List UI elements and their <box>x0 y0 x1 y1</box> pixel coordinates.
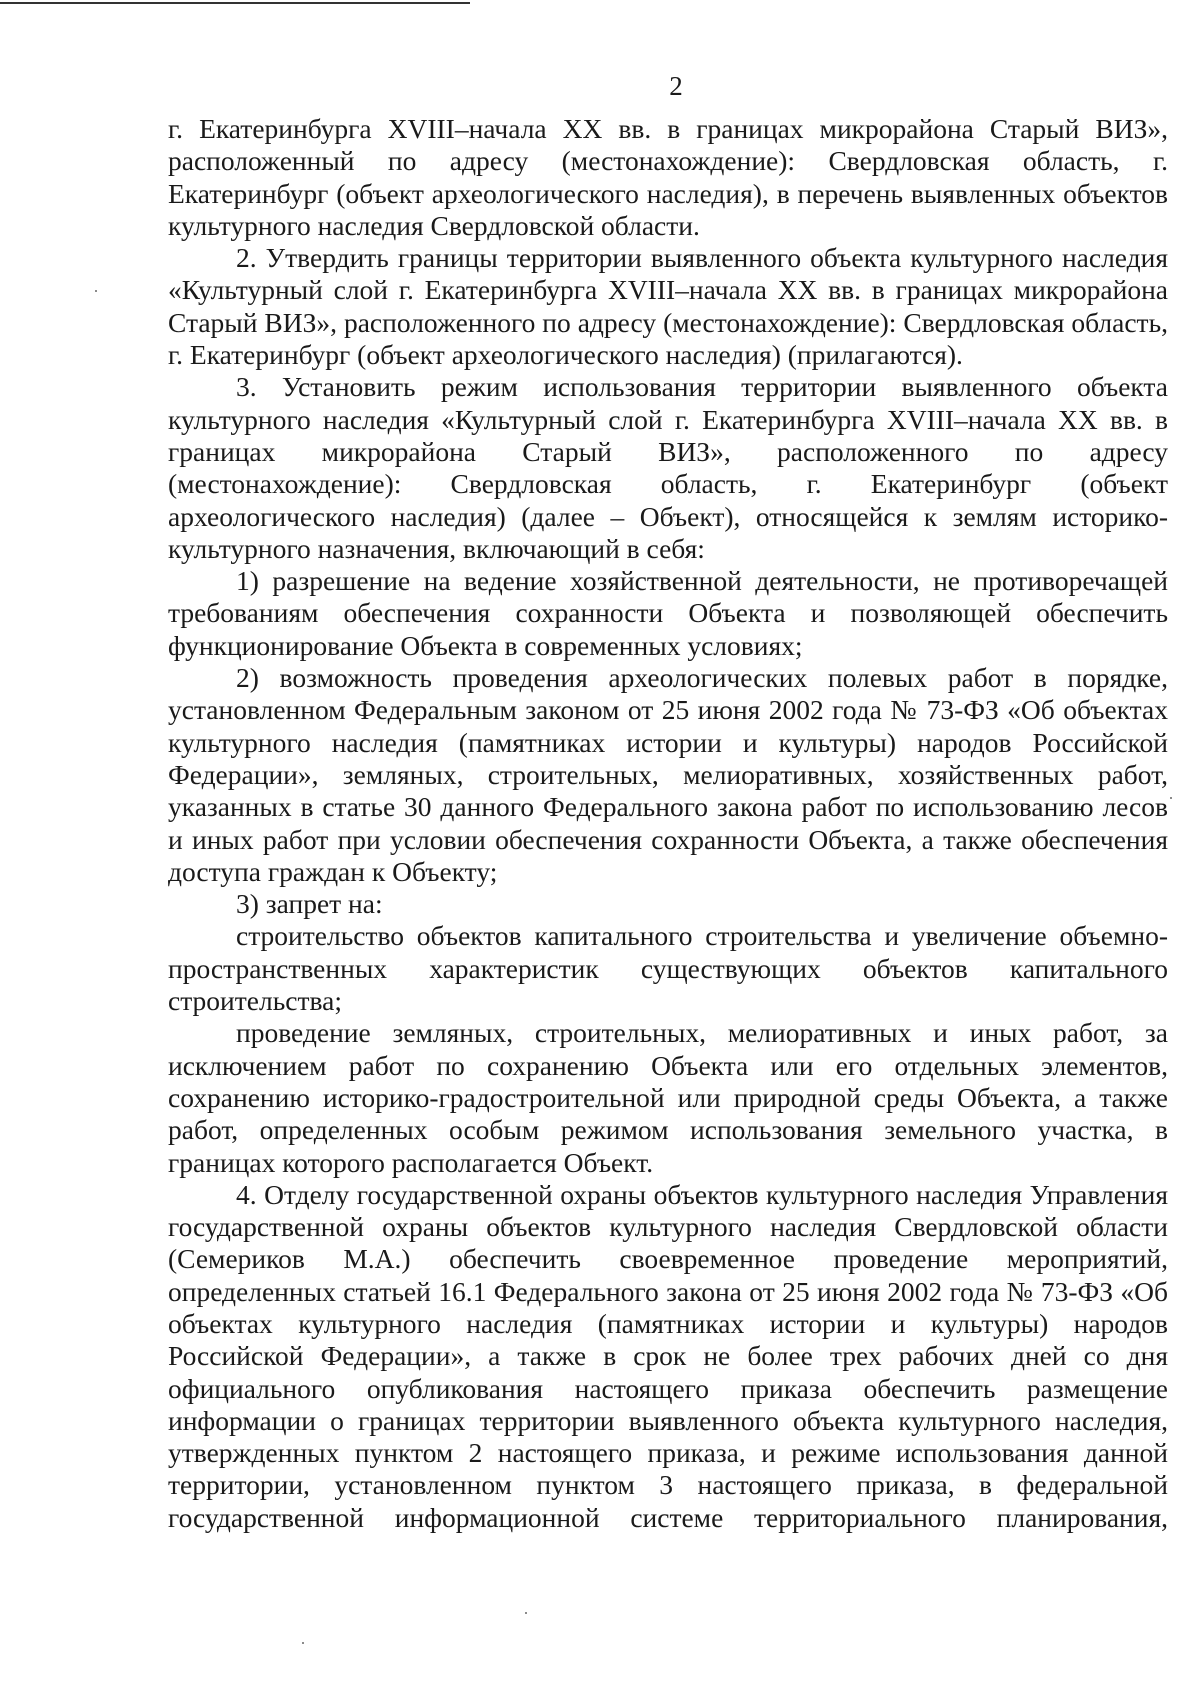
paragraph-subitem-2: 2) возможность проведения археологических полевых работ в порядке, установленном Федеральным законом от 25 июня 2002 года № 73-ФЗ «Об объектах культурного наследия (памятниках истории и культуры) народов Российской Федерации», земляных, строительных, мелиоративных, хозяйственных работ, указанных в статье 30 данного Федерального закона работ по использованию лесов и иных работ при условии обеспечения сохранности Объекта, а также обеспечения доступа граждан к Объекту; <box>168 662 1168 887</box>
paragraph-item-3: 3. Установить режим использования территории выявленного объекта культурного наследия «Культурный слой г. Екатеринбурга XVIII–начала XX вв. в границах микрорайона Старый ВИЗ», расположенного по адресу (местонахождение): Свердловская область, г. Екатеринбург (объект археологического наследия) (далее – Объект), относящейся к землям историко-культурного назначения, включающий в себя: <box>168 371 1168 564</box>
paragraph-continuation: г. Екатеринбурга XVIII–начала XX вв. в границах микрорайона Старый ВИЗ», расположенный по адресу (местонахождение): Свердловская область, г. Екатеринбург (объект археологического наследия), в перечень выявленных объектов культурного наследия Свердловской области. <box>168 113 1168 241</box>
paragraph-subitem-3: 3) запрет на: <box>236 888 383 920</box>
paragraph-item-4: 4. Отделу государственной охраны объектов культурного наследия Управления государственной охраны объектов культурного наследия Свердловской области (Семериков М.А.) обеспечить своевременное проведение мероприятий, определенных статьей 16.1 Федерального закона от 25 июня 2002 года № 73-ФЗ «Об объектах культурного наследия (памятниках истории и культуры) народов Российской Федерации», а также в срок не более трех рабочих дней со дня официального опубликования настоящего приказа обеспечить размещение информации о границах территории выявленного объекта культурного наследия, утвержденных пунктом 2 настоящего приказа, и режиме использования данной территории, установленном пунктом 3 настоящего приказа, в федеральной государственной информационной системе территориального планирования, <box>168 1178 1168 1533</box>
paragraph-prohibition-construction: строительство объектов капитального строительства и увеличение объемно-пространственных характеристик существующих объектов капитального строительства; <box>168 920 1168 1017</box>
paragraph-item-2: 2. Утвердить границы территории выявленного объекта культурного наследия «Культурный слой г. Екатеринбурга XVIII–начала XX вв. в границах микрорайона Старый ВИЗ», расположенного по адресу (местонахождение): Свердловская область, г. Екатеринбург (объект археологического наследия) (прилагаются). <box>168 242 1168 371</box>
paragraph-subitem-1: 1) разрешение на ведение хозяйственной деятельности, не противоречащей требованиям обеспечения сохранности Объекта и позволяющей обеспечить функционирование Объекта в современных условиях; <box>168 565 1168 661</box>
page-number: 2 <box>669 71 683 101</box>
scan-speck <box>1170 797 1172 799</box>
paragraph-prohibition-works: проведение земляных, строительных, мелиоративных и иных работ, за исключением работ по сохранению Объекта или его отдельных элементов, сохранению историко-градостроительной или природной среды Объекта, а также работ, определенных особым режимом использования земельного участка, в границах которого располагается Объект. <box>168 1017 1168 1178</box>
scan-speck <box>95 290 97 292</box>
document-body <box>168 113 1168 1534</box>
scan-speck <box>525 1612 527 1614</box>
scan-speck <box>302 1642 304 1644</box>
top-rule-line <box>0 2 470 4</box>
